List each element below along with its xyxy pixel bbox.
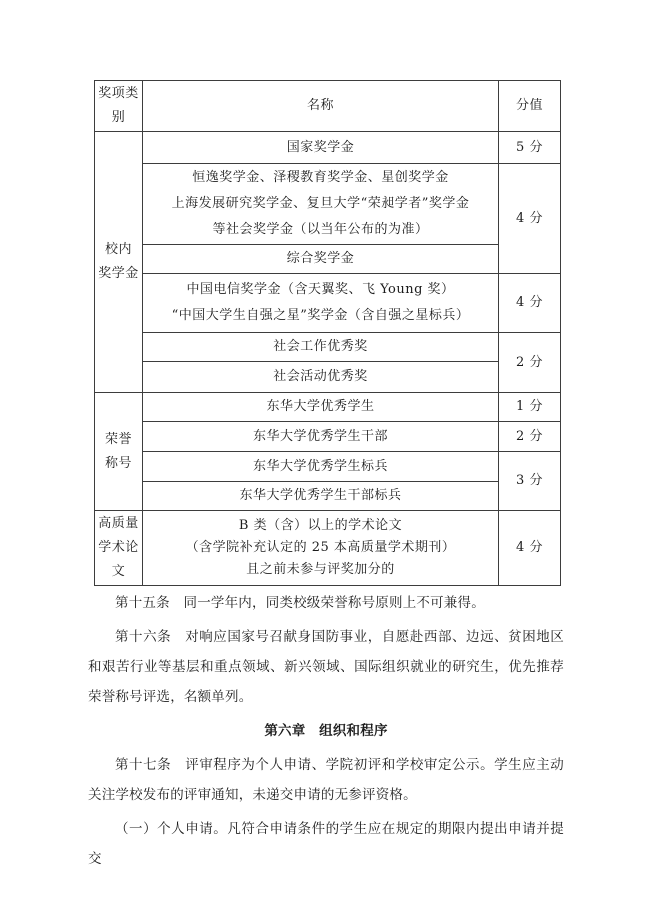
table-row bbox=[95, 132, 561, 164]
award-name-cell bbox=[143, 482, 499, 511]
category-line: 文 bbox=[111, 564, 126, 579]
award-name-line: 国家奖学金 bbox=[286, 139, 355, 155]
category-line: 奖学金 bbox=[98, 266, 139, 281]
award-name-line: 东华大学优秀学生干部标兵 bbox=[239, 488, 402, 503]
category-line: 荣誉 bbox=[104, 431, 132, 447]
score-cell: 2 分 bbox=[499, 422, 561, 452]
award-name-line: 东华大学优秀学生干部 bbox=[252, 428, 388, 444]
score-cell: 5 分 bbox=[499, 132, 561, 164]
award-name-cell bbox=[143, 245, 499, 274]
score-cell: 4 分 bbox=[499, 511, 561, 586]
category-line: 校内 bbox=[104, 242, 132, 257]
award-name-cell bbox=[143, 132, 499, 164]
award-name-cell bbox=[143, 452, 499, 482]
category-cell-honor-title bbox=[95, 393, 143, 511]
awards-score-table bbox=[94, 80, 561, 586]
award-name-line: 恒逸奖学金、泽稷教育奖学金、星创奖学金 bbox=[192, 170, 449, 185]
category-cell-high-quality-paper bbox=[95, 511, 143, 586]
score-cell: 4 分 bbox=[499, 274, 561, 333]
header-cell-name: 名称 bbox=[143, 81, 499, 132]
table-row bbox=[95, 511, 561, 586]
table-header-row bbox=[95, 81, 561, 132]
table-row bbox=[95, 333, 561, 362]
item-1-paragraph: （一）个人申请。凡符合申请条件的学生应在规定的期限内提出申请并提交 bbox=[88, 821, 564, 867]
article-15-paragraph: 第十五条 同一学年内，同类校级荣誉称号原则上不可兼得。 bbox=[115, 595, 485, 611]
award-name-cell bbox=[143, 164, 499, 245]
chapter-6-heading: 第六章 组织和程序 bbox=[264, 723, 388, 739]
article-16-paragraph: 第十六条 对响应国家号召献身国防事业，自愿赴西部、边远、贫困地区和艰苦行业等基层和重点领域、新兴领域、国际组织就业的研究生，优先推荐荣誉称号评选，名额单列。 bbox=[88, 629, 564, 705]
header-cell-score: 分值 bbox=[499, 81, 561, 132]
article-17-paragraph: 第十七条 评审程序为个人申请、学院初评和学校审定公示。学生应主动关注学校发布的评审通知，未递交申请的无参评资格。 bbox=[88, 757, 564, 803]
body-text-block bbox=[88, 588, 564, 878]
award-name-line: 上海发展研究奖学金、复旦大学“荣昶学者”奖学金 bbox=[171, 196, 470, 211]
table-row bbox=[95, 393, 561, 422]
award-name-cell bbox=[143, 274, 499, 333]
category-cell-campus-scholarship bbox=[95, 132, 143, 393]
award-name-cell bbox=[143, 422, 499, 452]
award-name-line: 社会工作优秀奖 bbox=[273, 339, 368, 354]
award-name-line: 社会活动优秀奖 bbox=[273, 369, 368, 384]
table-row bbox=[95, 164, 561, 245]
award-name-line: 且之前未参与评奖加分的 bbox=[246, 562, 395, 577]
table-row bbox=[95, 362, 561, 393]
award-name-line: 等社会奖学金（以当年公布的为准） bbox=[212, 222, 429, 237]
award-name-line: 综合奖学金 bbox=[286, 251, 355, 266]
award-name-cell bbox=[143, 333, 499, 362]
table-row bbox=[95, 482, 561, 511]
award-name-line: 东华大学优秀学生 bbox=[266, 399, 375, 414]
award-name-cell bbox=[143, 393, 499, 422]
award-name-cell bbox=[143, 362, 499, 393]
award-name-line: 中国电信奖学金（含天翼奖、飞 Young 奖） bbox=[186, 282, 455, 297]
table-row bbox=[95, 452, 561, 482]
table-row bbox=[95, 274, 561, 333]
category-line: 学术论 bbox=[98, 540, 139, 555]
category-line: 称号 bbox=[104, 455, 132, 471]
award-name-line: 东华大学优秀学生标兵 bbox=[252, 458, 388, 474]
award-name-cell bbox=[143, 511, 499, 586]
table-row bbox=[95, 245, 561, 274]
table-row bbox=[95, 422, 561, 452]
award-name-line: “中国大学生自强之星”奖学金（含自强之星标兵） bbox=[171, 308, 470, 323]
category-line: 高质量 bbox=[98, 516, 139, 531]
header-cell-category: 奖项类别 bbox=[95, 81, 143, 132]
score-cell: 1 分 bbox=[499, 393, 561, 422]
score-cell: 3 分 bbox=[499, 452, 561, 511]
award-name-line: B 类（含）以上的学术论文 bbox=[238, 518, 403, 533]
award-name-line: （含学院补充认定的 25 本高质量学术期刊） bbox=[185, 540, 456, 555]
score-cell: 2 分 bbox=[499, 333, 561, 393]
score-cell: 4 分 bbox=[499, 164, 561, 274]
